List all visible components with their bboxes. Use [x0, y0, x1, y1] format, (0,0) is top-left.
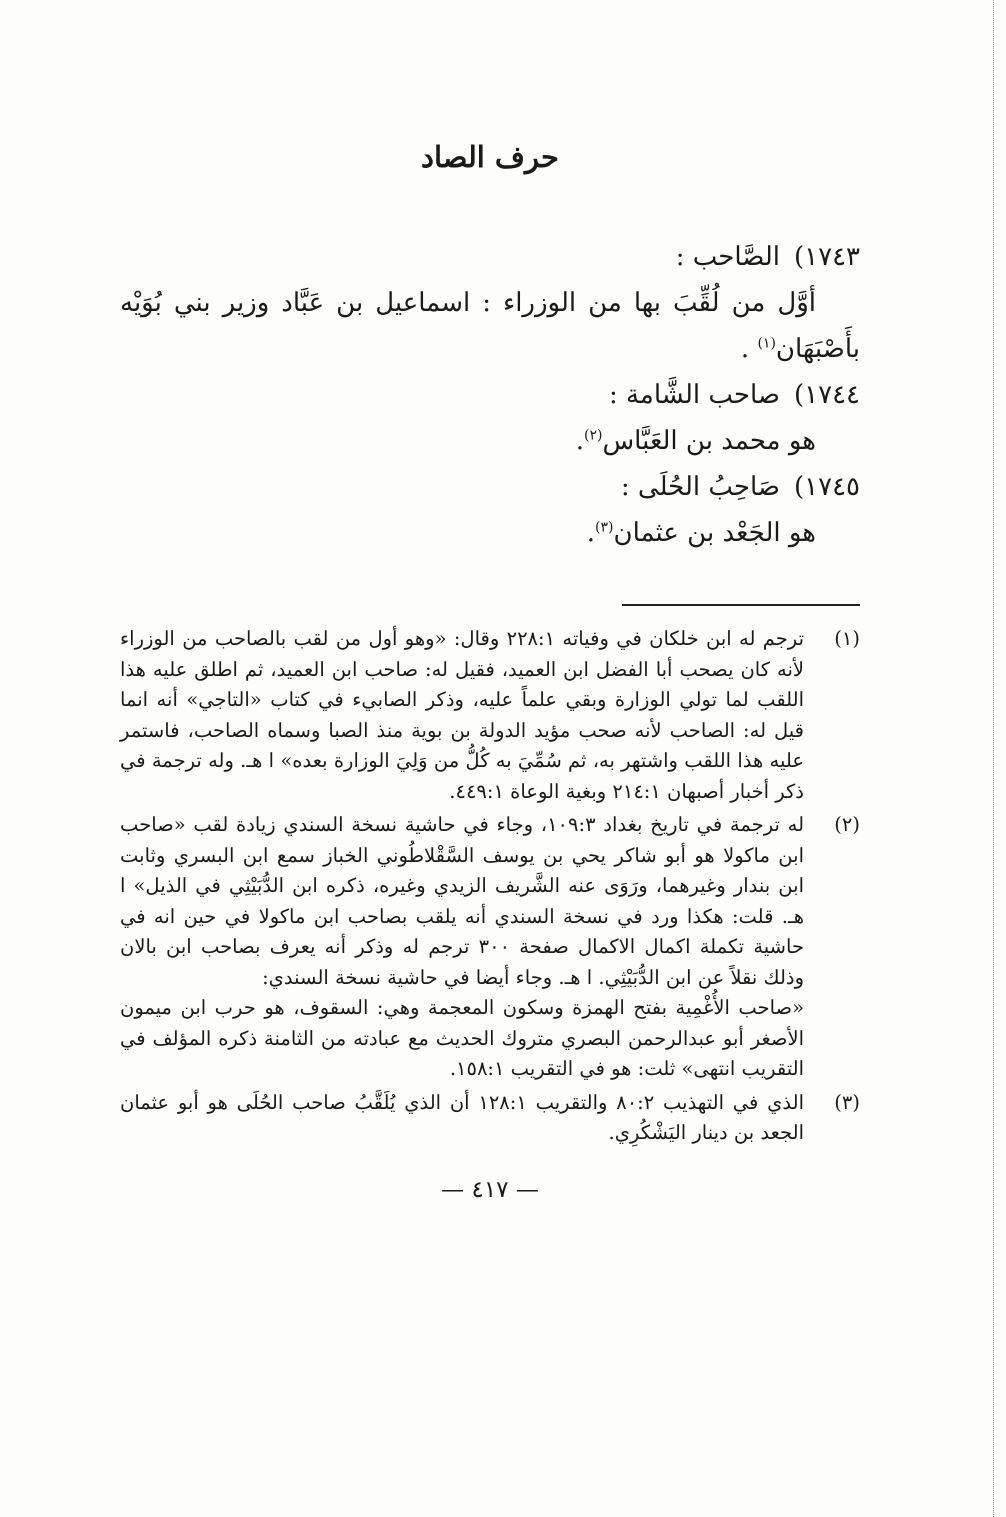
entry-body: هو محمد بن العَبَّاس — [602, 426, 816, 456]
entry-end: . — [575, 426, 584, 456]
footnote — [120, 624, 860, 807]
footnote-text: «صاحب الأُغْمِية بفتح الهمزة وسكون المعجمة وهي: السقوف، هو حرب ابن ميمون الأصغر أبو عبدالرحمن البصري متروك الحديث مع عبادته من الثامنة ذكره المؤلف في التقريب انتهى» ثلت: هو في التقريب ١٥٨:١. — [120, 996, 804, 1080]
entry-end: . — [586, 518, 596, 548]
page-edge — [993, 0, 994, 1517]
entry-number: ١٧٤٥) — [793, 472, 860, 502]
footnote-ref[interactable]: (١) — [757, 335, 776, 352]
footnote-mark: (٢) — [834, 813, 860, 836]
footnote-text: ترجم له ابن خلكان في وفياته ٢٢٨:١ وقال: «وهو أول من لقب بالصاحب من الوزراء لأنه كان يصحب أبا الفضل ابن العميد، فقيل له: صاحب ابن العميد، ثم اطلق عليه هذا اللقب لما تولي الوزارة وبقي علماً عليه، وذكر الصابيء في كتاب «التاجي» أنه انما قيل له: الصاحب لأنه صحب مؤيد الدولة بن بوية منذ الصبا وسماه الصاحب، فاستمر عليه هذا اللقب واشتهر به، ثم سُمِّيَ به كُلُّ من وَلِيَ الوزارة بعده» ا هـ. وله ترجمة في ذكر أخبار أصبهان ٢١٤:١ وبغية الوعاة ٤٤٩:١. — [120, 627, 804, 803]
entry-body: هو الجَعْد بن عثمان — [613, 518, 816, 548]
section-heading: حرف الصاد — [421, 140, 559, 174]
entry-body: أوَّل من لُقِّبَ بها من الوزراء : اسماعيل بن عَبَّاد وزير بني بُوَيْه بأَصْبَهَان — [120, 288, 860, 364]
entry-number: ١٧٤٤) — [793, 380, 860, 410]
footnote — [120, 810, 860, 1085]
entry — [120, 464, 860, 556]
page — [120, 140, 860, 1203]
entry — [120, 372, 860, 464]
footnote-ref[interactable]: (٢) — [583, 427, 603, 444]
entry — [120, 234, 860, 372]
entry-end: . — [740, 334, 758, 364]
footnote-ref[interactable]: (٣) — [595, 519, 614, 536]
entries — [120, 234, 860, 556]
entry-number: ١٧٤٣) — [793, 242, 860, 272]
entry-title: صاحب الشَّامة : — [608, 380, 780, 410]
entry-title: الصَّاحب : — [675, 242, 780, 272]
entry-title: صَاحِبُ الحُلَى : — [620, 472, 780, 502]
footnote-text: الذي في التهذيب ٨٠:٢ والتقريب ١٢٨:١ أن الذي يُلَقَّبُ صاحب الحُلَى هو أبو عثمان الجعد بن دينار اليَشْكُرِي. — [120, 1090, 805, 1144]
page-number: — ٤١٧ — — [441, 1176, 539, 1203]
footnote — [120, 1088, 860, 1149]
footnote-mark: (٣) — [834, 1090, 860, 1114]
footnote-divider — [622, 604, 860, 606]
footnote-text: له ترجمة في تاريخ بغداد ١٠٩:٣، وجاء في حاشية نسخة السندي زيادة لقب «صاحب ابن ماكولا هو أبو شاكر يحي بن يوسف السَّقْلاطُوني الخباز سمع ابن البسري وثابت ابن بندار وغيرهما، ورَوَى عنه الشَّريف الزيدي وغيره، ذكره ابن الدُّبَيْثِي في الذيل» ا هـ. قلت: هكذا ورد في نسخة السندي أنه يلقب بصاحب ابن ماكولا في حين انه في حاشية تكملة اكمال الاكمال صفحة ٣٠٠ ترجم له وذكر أنه يعرف بصاحب ابن بالان وذلك نقلاً عن ابن الدُّبَيْثِي. ا هـ. وجاء أيضا في حاشية نسخة السندي: — [120, 813, 805, 989]
footnotes — [120, 624, 860, 1149]
footnote-mark: (١) — [834, 627, 860, 650]
